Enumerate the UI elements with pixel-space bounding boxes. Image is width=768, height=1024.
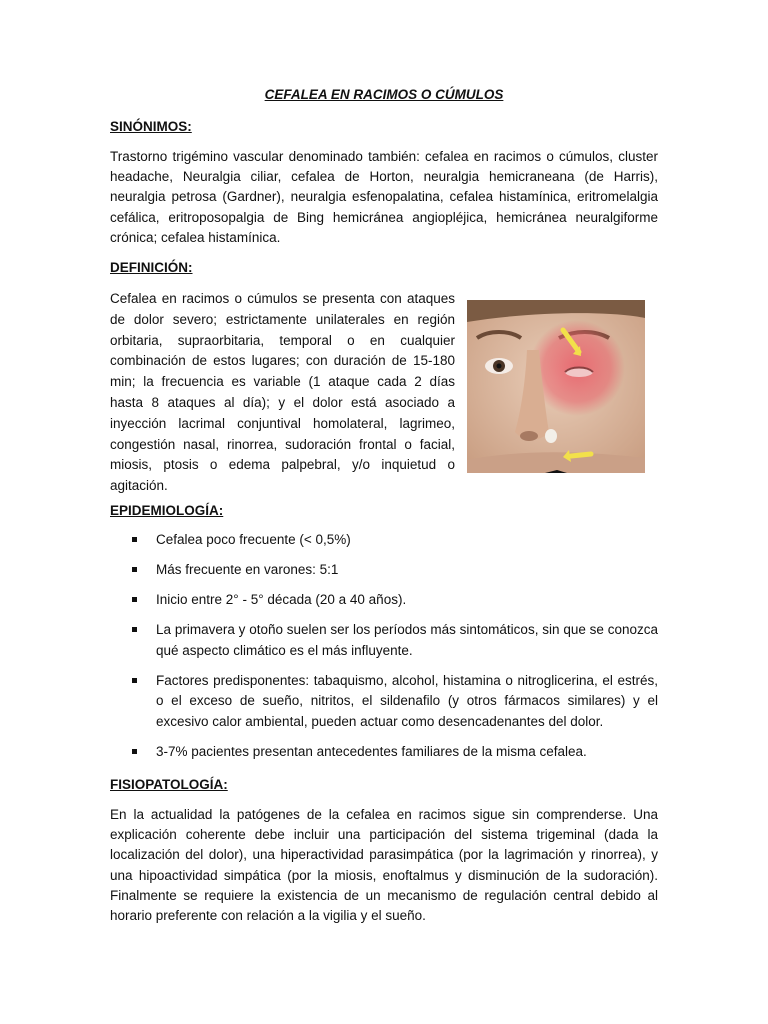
bullet-square-icon bbox=[132, 627, 137, 632]
heading-epidemiologia: EPIDEMIOLOGÍA: bbox=[110, 503, 224, 518]
paragraph-definicion: Cefalea en racimos o cúmulos se presenta con ataques de dolor severo; estrictamente unilaterales en región orbitaria, supraorbitaria, temporal o en cualquier combinación de estos lugares; con duración de 15-180 min; la frecuencia es variable (1 ataque cada 2 días hasta 8 ataques al día); y el dolor está asociado a inyección lacrimal conjuntival homolateral, lagrimeo, congestión nasal, rinorrea, sudoración frontal o facial, miosis, ptosis o edema palpebral, y/o inquietud o agitación. bbox=[110, 291, 455, 494]
face-pain-illustration-icon bbox=[467, 300, 645, 473]
epidemiology-list bbox=[132, 530, 658, 772]
bullet-square-icon bbox=[132, 537, 137, 542]
bullet-square-icon bbox=[132, 749, 137, 754]
list-item: Más frecuente en varones: 5:1 bbox=[132, 560, 658, 581]
bullet-square-icon bbox=[132, 567, 137, 572]
heading-definicion: DEFINICIÓN: bbox=[110, 260, 193, 275]
paragraph-fisiopatologia: En la actualidad la patógenes de la cefalea en racimos sigue sin comprenderse. Una explicación coherente debe incluir una participación del sistema trigeminal (dada la localización del dolor), una hiperactividad parasimpática (por la lagrimación y rinorrea), y una hipoactividad simpática (por la miosis, enoftalmus y disminución de la sudoración). Finalmente se requiere la existencia de un mecanismo de regulación central debido al horario preferente con relación a la vigilia y el sueño. bbox=[110, 807, 658, 924]
bullet-square-icon bbox=[132, 678, 137, 683]
list-item: 3-7% pacientes presentan antecedentes familiares de la misma cefalea. bbox=[132, 742, 658, 763]
list-item: Factores predisponentes: tabaquismo, alcohol, histamina o nitroglicerina, el estrés, o el exceso de sueño, nitritos, el sildenafilo (y otros fármacos similares) y el excesivo calor ambiental, pueden actuar como desencadenantes del dolor. bbox=[132, 671, 658, 733]
bullet-square-icon bbox=[132, 597, 137, 602]
document-title: CEFALEA EN RACIMOS O CÚMULOS bbox=[264, 87, 504, 102]
list-item: Inicio entre 2° - 5° década (20 a 40 años). bbox=[132, 590, 658, 611]
list-item: Cefalea poco frecuente (< 0,5%) bbox=[132, 530, 658, 551]
list-item: La primavera y otoño suelen ser los períodos más sintomáticos, sin que se conozca qué aspecto climático es el más influyente. bbox=[132, 620, 658, 661]
heading-fisiopatologia: FISIOPATOLOGÍA: bbox=[110, 777, 228, 792]
paragraph-sinonimos: Trastorno trigémino vascular denominado también: cefalea en racimos o cúmulos, cluster headache, Neuralgia ciliar, cefalea de Horton, neuralgia hemicraneana (de Harris), neuralgia petrosa (Gardner), neuralgia esfenopalatina, cefalea histamínica, eritromelalgia cefálica, eritroposopalgia de Bing hemicránea angiopléjica, hemicránea neuralgiforme crónica; cefalea histamínica. bbox=[110, 149, 658, 245]
heading-sinonimos: SINÓNIMOS: bbox=[110, 119, 192, 134]
